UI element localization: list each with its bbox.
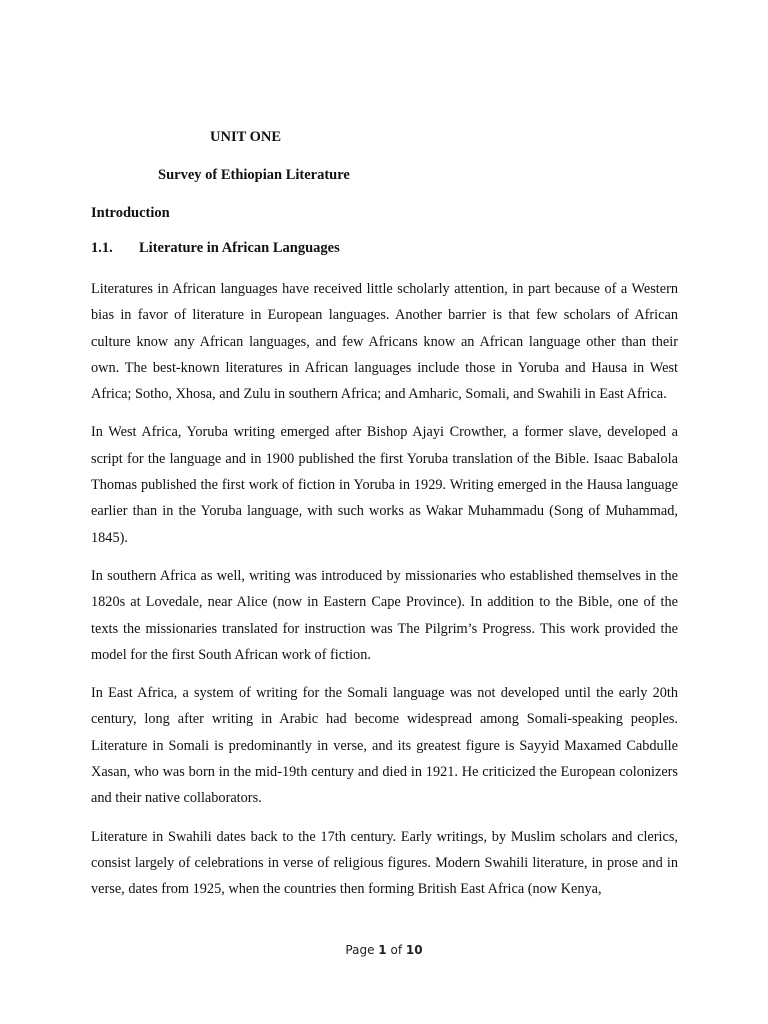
paragraph-west-africa: In West Africa, Yoruba writing emerged after Bishop Ajayi Crowther, a former slave, developed a script for the language and in 1900 published the first Yoruba translation of the Bible. Isaac Babalola Thomas published the first work of fiction in Yoruba in 1929. Writing emerged in the Hausa language earlier than in the Yoruba language, with such works as Wakar Muhammadu (Song of Muhammad, 1845). (91, 424, 678, 546)
introduction-heading: Introduction (91, 205, 170, 221)
body-text (91, 276, 678, 915)
current-page-number: 1 (378, 943, 387, 957)
paragraph-southern-africa: In southern Africa as well, writing was introduced by missionaries who established themselves in the 1820s at Lovedale, near Alice (now in Eastern Cape Province). In addition to the Bible, one of the texts the missionaries translated for instruction was The Pilgrim’s Progress. This work provided the model for the first South African work of fiction. (91, 567, 678, 663)
total-pages-number: 10 (405, 943, 423, 957)
paragraph-east-africa: In East Africa, a system of writing for the Somali language was not developed until the early 20th century, long after writing in Arabic had become widespread among Somali-speaking peoples. Literature in Somali is predominantly in verse, and its greatest figure is Sayyid Maxamed Cabdulle Xasan, who was born in the mid-19th century and died in 1921. He criticized the European colonizers and their native collaborators. (91, 685, 678, 807)
section-heading (91, 240, 340, 257)
unit-title: UNIT ONE (210, 129, 282, 145)
page-footer (0, 943, 768, 957)
page-word: Page (345, 943, 375, 957)
section-number: 1.1. (91, 240, 113, 256)
paragraph-swahili: Literature in Swahili dates back to the 17th century. Early writings, by Muslim scholars and clerics, consist largely of celebrations in verse of religious figures. Modern Swahili literature, in prose and in verse, dates from 1925, when the countries then forming British East Africa (now Kenya, (91, 828, 678, 898)
section-title: Literature in African Languages (139, 240, 340, 256)
document-title: Survey of Ethiopian Literature (158, 167, 350, 183)
paragraph-african-languages: Literatures in African languages have received little scholarly attention, in part because of a Western bias in favor of literature in European languages. Another barrier is that few scholars of African culture know any African languages, and few Africans know an African language other than their own. The best-known literatures in African languages include those in Yoruba and Hausa in West Africa; Sotho, Xhosa, and Zulu in southern Africa; and Amharic, Somali, and Swahili in East Africa. (91, 281, 678, 403)
of-word: of (390, 943, 403, 957)
